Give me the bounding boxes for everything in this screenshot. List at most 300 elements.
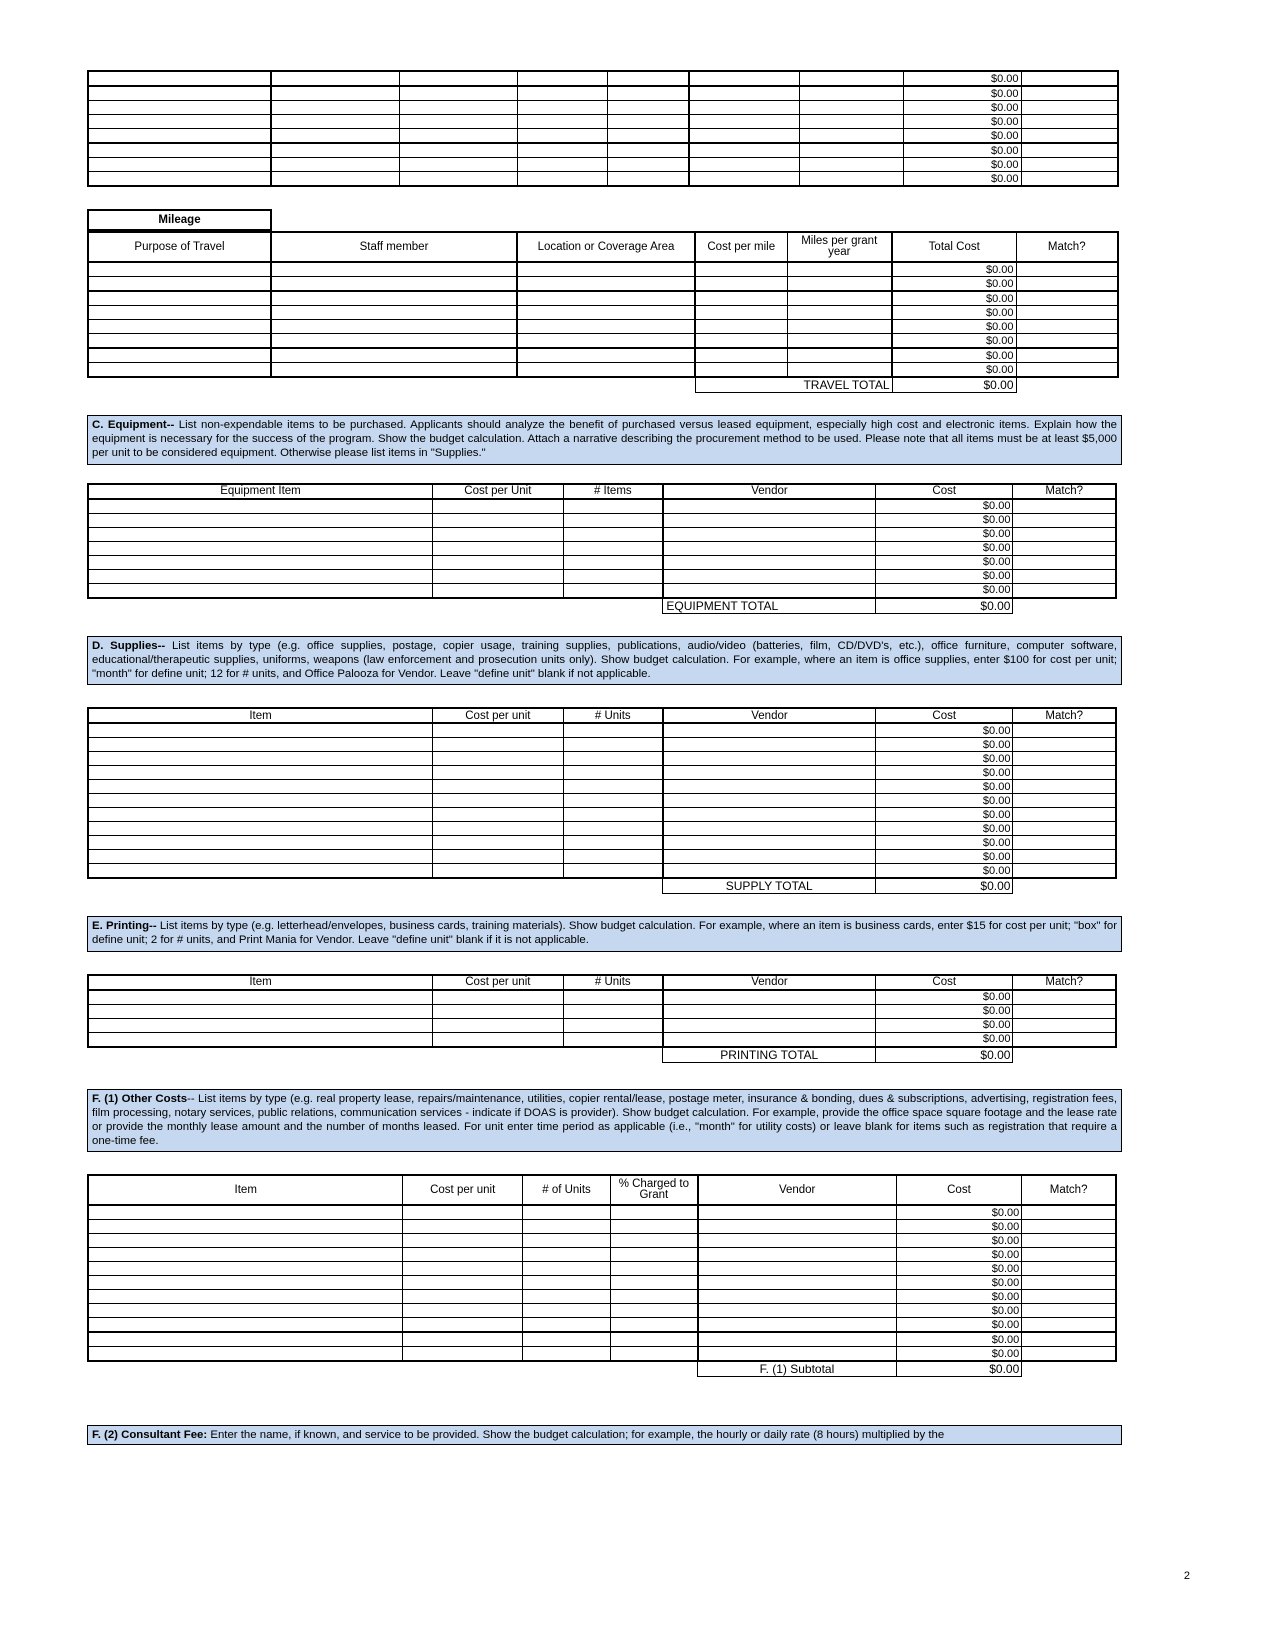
cell-purpose[interactable] [88, 172, 271, 187]
cell-num-units[interactable] [563, 1018, 663, 1032]
cell-cost-per-unit[interactable] [403, 1318, 523, 1333]
cell-purpose[interactable] [88, 291, 271, 306]
cell-units[interactable] [607, 101, 689, 115]
cell-match[interactable] [1013, 752, 1116, 766]
cell-item[interactable] [88, 850, 433, 864]
cell-location[interactable] [399, 71, 517, 86]
cell-match[interactable] [1013, 864, 1116, 879]
cell-location[interactable] [517, 334, 695, 349]
table-row[interactable] [88, 808, 1116, 822]
cell-purpose[interactable] [88, 101, 271, 115]
cell-purpose[interactable] [88, 363, 271, 378]
cell-match[interactable] [1021, 172, 1118, 187]
cell-match[interactable] [1013, 836, 1116, 850]
cell-cost-per-unit[interactable] [403, 1304, 523, 1318]
cell-percent-charged[interactable] [611, 1332, 698, 1347]
cell-extra[interactable] [799, 101, 903, 115]
cell-cost-per-mile[interactable] [695, 348, 787, 363]
cell-cost-per-unit[interactable] [433, 541, 564, 555]
cell-vendor[interactable] [663, 850, 876, 864]
cell-item[interactable] [88, 990, 433, 1005]
cell-match[interactable] [1016, 291, 1118, 306]
cell-extra[interactable] [799, 71, 903, 86]
cell-num-units[interactable] [563, 766, 663, 780]
cell-item[interactable] [88, 864, 433, 879]
cell-item[interactable] [88, 723, 433, 738]
cell-percent-charged[interactable] [611, 1290, 698, 1304]
cell-cost-per-unit[interactable] [433, 990, 564, 1005]
cell-miles[interactable] [787, 262, 892, 277]
cell-item[interactable] [88, 1262, 403, 1276]
cell-purpose[interactable] [88, 115, 271, 129]
cell-equipment-item[interactable] [88, 583, 433, 598]
cell-cost-per-unit[interactable] [403, 1332, 523, 1347]
cell-num-units[interactable] [563, 780, 663, 794]
cell-equipment-item[interactable] [88, 569, 433, 583]
table-row[interactable] [88, 129, 1118, 144]
cell-purpose[interactable] [88, 86, 271, 101]
cell-cost-per-unit[interactable] [433, 738, 564, 752]
cell-vendor[interactable] [663, 1032, 876, 1047]
table-row[interactable] [88, 723, 1116, 738]
cell-match[interactable] [1016, 348, 1118, 363]
cell-purpose[interactable] [88, 277, 271, 292]
table-row[interactable] [88, 277, 1118, 292]
cell-staff[interactable] [271, 277, 517, 292]
cell-vendor[interactable] [663, 738, 876, 752]
cell-num-of-units[interactable] [522, 1220, 610, 1234]
cell-cost-per-unit[interactable] [433, 527, 564, 541]
cell-item[interactable] [88, 1234, 403, 1248]
cell-vendor[interactable] [663, 527, 876, 541]
cell-staff[interactable] [271, 334, 517, 349]
cell-match[interactable] [1021, 129, 1118, 144]
table-row[interactable] [88, 306, 1118, 320]
cell-num-of-units[interactable] [522, 1347, 610, 1362]
cell-vendor[interactable] [698, 1290, 897, 1304]
cell-location[interactable] [517, 348, 695, 363]
cell-cost-per-mile[interactable] [695, 291, 787, 306]
table-row[interactable] [88, 1332, 1116, 1347]
cell-cost-per-unit[interactable] [517, 101, 607, 115]
cell-cost-per-unit[interactable] [433, 808, 564, 822]
cell-match[interactable] [1016, 262, 1118, 277]
cell-staff[interactable] [271, 115, 399, 129]
cell-match[interactable] [1013, 555, 1116, 569]
cell-vendor[interactable] [663, 541, 876, 555]
cell-num-of-units[interactable] [522, 1290, 610, 1304]
cell-match[interactable] [1022, 1205, 1116, 1220]
cell-location[interactable] [399, 158, 517, 172]
cell-cost-per-unit[interactable] [433, 780, 564, 794]
cell-vendor[interactable] [663, 990, 876, 1005]
cell-match[interactable] [1013, 1032, 1116, 1047]
cell-purpose[interactable] [88, 71, 271, 86]
cell-match[interactable] [1022, 1304, 1116, 1318]
cell-match[interactable] [1013, 499, 1116, 514]
cell-purpose[interactable] [88, 129, 271, 144]
cell-purpose[interactable] [88, 320, 271, 334]
cell-staff[interactable] [271, 101, 399, 115]
cell-vendor[interactable] [689, 143, 799, 158]
cell-location[interactable] [517, 277, 695, 292]
cell-cost-per-unit[interactable] [517, 115, 607, 129]
cell-staff[interactable] [271, 143, 399, 158]
cell-cost-per-unit[interactable] [403, 1290, 523, 1304]
cell-cost-per-unit[interactable] [517, 158, 607, 172]
cell-match[interactable] [1013, 850, 1116, 864]
cell-match[interactable] [1022, 1248, 1116, 1262]
table-row[interactable] [88, 1290, 1116, 1304]
cell-equipment-item[interactable] [88, 541, 433, 555]
cell-cost-per-unit[interactable] [433, 864, 564, 879]
cell-units[interactable] [607, 158, 689, 172]
cell-extra[interactable] [799, 115, 903, 129]
cell-location[interactable] [399, 86, 517, 101]
table-row[interactable] [88, 1347, 1116, 1362]
cell-match[interactable] [1016, 306, 1118, 320]
cell-num-items[interactable] [563, 513, 663, 527]
cell-item[interactable] [88, 1032, 433, 1047]
table-row[interactable] [88, 1262, 1116, 1276]
cell-match[interactable] [1013, 513, 1116, 527]
cell-match[interactable] [1013, 569, 1116, 583]
cell-item[interactable] [88, 836, 433, 850]
cell-miles[interactable] [787, 320, 892, 334]
table-row[interactable] [88, 1205, 1116, 1220]
cell-item[interactable] [88, 1276, 403, 1290]
table-row[interactable] [88, 1234, 1116, 1248]
cell-cost-per-unit[interactable] [403, 1220, 523, 1234]
cell-cost-per-mile[interactable] [695, 306, 787, 320]
cell-cost-per-unit[interactable] [517, 71, 607, 86]
cell-cost-per-unit[interactable] [433, 1018, 564, 1032]
cell-vendor[interactable] [663, 583, 876, 598]
cell-match[interactable] [1013, 822, 1116, 836]
cell-num-units[interactable] [563, 723, 663, 738]
cell-vendor[interactable] [663, 822, 876, 836]
cell-location[interactable] [517, 291, 695, 306]
cell-match[interactable] [1013, 738, 1116, 752]
cell-cost-per-unit[interactable] [403, 1276, 523, 1290]
cell-cost-per-mile[interactable] [695, 363, 787, 378]
table-row[interactable] [88, 836, 1116, 850]
cell-num-items[interactable] [563, 541, 663, 555]
cell-cost-per-unit[interactable] [433, 836, 564, 850]
cell-vendor[interactable] [663, 723, 876, 738]
table-row[interactable] [88, 320, 1118, 334]
cell-match[interactable] [1022, 1262, 1116, 1276]
cell-units[interactable] [607, 172, 689, 187]
cell-match[interactable] [1021, 71, 1118, 86]
cell-extra[interactable] [799, 158, 903, 172]
cell-match[interactable] [1016, 320, 1118, 334]
cell-match[interactable] [1022, 1276, 1116, 1290]
cell-location[interactable] [517, 320, 695, 334]
table-row[interactable] [88, 1304, 1116, 1318]
cell-vendor[interactable] [663, 1018, 876, 1032]
cell-equipment-item[interactable] [88, 555, 433, 569]
cell-num-of-units[interactable] [522, 1318, 610, 1333]
cell-location[interactable] [517, 363, 695, 378]
cell-purpose[interactable] [88, 143, 271, 158]
table-row[interactable] [88, 1018, 1116, 1032]
cell-item[interactable] [88, 1318, 403, 1333]
cell-num-of-units[interactable] [522, 1262, 610, 1276]
cell-extra[interactable] [799, 172, 903, 187]
table-row[interactable] [88, 822, 1116, 836]
table-row[interactable] [88, 513, 1116, 527]
cell-match[interactable] [1013, 794, 1116, 808]
cell-cost-per-unit[interactable] [517, 129, 607, 144]
cell-cost-per-unit[interactable] [403, 1248, 523, 1262]
cell-item[interactable] [88, 1205, 403, 1220]
table-row[interactable] [88, 1276, 1116, 1290]
cell-purpose[interactable] [88, 158, 271, 172]
cell-vendor[interactable] [698, 1262, 897, 1276]
cell-units[interactable] [607, 71, 689, 86]
table-row[interactable] [88, 262, 1118, 277]
cell-match[interactable] [1022, 1290, 1116, 1304]
cell-units[interactable] [607, 86, 689, 101]
table-row[interactable] [88, 794, 1116, 808]
cell-num-units[interactable] [563, 822, 663, 836]
cell-match[interactable] [1013, 1004, 1116, 1018]
cell-vendor[interactable] [698, 1347, 897, 1362]
cell-match[interactable] [1013, 990, 1116, 1005]
cell-cost-per-unit[interactable] [433, 794, 564, 808]
cell-match[interactable] [1022, 1220, 1116, 1234]
cell-cost-per-unit[interactable] [433, 583, 564, 598]
cell-cost-per-unit[interactable] [403, 1205, 523, 1220]
cell-percent-charged[interactable] [611, 1205, 698, 1220]
cell-extra[interactable] [799, 86, 903, 101]
cell-percent-charged[interactable] [611, 1347, 698, 1362]
cell-item[interactable] [88, 822, 433, 836]
cell-num-items[interactable] [563, 555, 663, 569]
table-row[interactable] [88, 541, 1116, 555]
cell-staff[interactable] [271, 172, 399, 187]
cell-cost-per-unit[interactable] [433, 1032, 564, 1047]
cell-match[interactable] [1013, 723, 1116, 738]
cell-staff[interactable] [271, 363, 517, 378]
cell-item[interactable] [88, 794, 433, 808]
cell-num-items[interactable] [563, 583, 663, 598]
cell-vendor[interactable] [698, 1234, 897, 1248]
cell-vendor[interactable] [663, 864, 876, 879]
cell-match[interactable] [1013, 527, 1116, 541]
cell-item[interactable] [88, 1004, 433, 1018]
cell-vendor[interactable] [698, 1276, 897, 1290]
cell-purpose[interactable] [88, 306, 271, 320]
table-row[interactable] [88, 850, 1116, 864]
cell-num-units[interactable] [563, 990, 663, 1005]
cell-units[interactable] [607, 129, 689, 144]
table-row[interactable] [88, 569, 1116, 583]
table-row[interactable] [88, 291, 1118, 306]
table-row[interactable] [88, 583, 1116, 598]
cell-cost-per-unit[interactable] [403, 1262, 523, 1276]
cell-miles[interactable] [787, 348, 892, 363]
cell-units[interactable] [607, 115, 689, 129]
table-row[interactable] [88, 363, 1118, 378]
table-row[interactable] [88, 158, 1118, 172]
cell-num-of-units[interactable] [522, 1234, 610, 1248]
cell-num-units[interactable] [563, 738, 663, 752]
cell-match[interactable] [1022, 1347, 1116, 1362]
cell-staff[interactable] [271, 291, 517, 306]
cell-item[interactable] [88, 780, 433, 794]
cell-num-units[interactable] [563, 836, 663, 850]
cell-num-units[interactable] [563, 1004, 663, 1018]
cell-extra[interactable] [799, 129, 903, 144]
table-row[interactable] [88, 334, 1118, 349]
cell-staff[interactable] [271, 306, 517, 320]
table-row[interactable] [88, 766, 1116, 780]
cell-item[interactable] [88, 1018, 433, 1032]
cell-cost-per-unit[interactable] [433, 752, 564, 766]
cell-percent-charged[interactable] [611, 1304, 698, 1318]
table-row[interactable] [88, 71, 1118, 86]
cell-percent-charged[interactable] [611, 1262, 698, 1276]
table-row[interactable] [88, 115, 1118, 129]
cell-staff[interactable] [271, 71, 399, 86]
cell-vendor[interactable] [698, 1248, 897, 1262]
cell-vendor[interactable] [689, 172, 799, 187]
table-row[interactable] [88, 1318, 1116, 1333]
cell-num-units[interactable] [563, 752, 663, 766]
table-row[interactable] [88, 86, 1118, 101]
cell-cost-per-unit[interactable] [433, 499, 564, 514]
cell-miles[interactable] [787, 334, 892, 349]
cell-location[interactable] [517, 306, 695, 320]
table-row[interactable] [88, 101, 1118, 115]
cell-match[interactable] [1013, 541, 1116, 555]
cell-vendor[interactable] [689, 158, 799, 172]
cell-num-items[interactable] [563, 499, 663, 514]
cell-item[interactable] [88, 1220, 403, 1234]
cell-num-units[interactable] [563, 850, 663, 864]
table-row[interactable] [88, 499, 1116, 514]
cell-staff[interactable] [271, 129, 399, 144]
cell-cost-per-mile[interactable] [695, 334, 787, 349]
cell-num-of-units[interactable] [522, 1304, 610, 1318]
cell-num-units[interactable] [563, 794, 663, 808]
cell-cost-per-unit[interactable] [433, 850, 564, 864]
cell-location[interactable] [517, 262, 695, 277]
cell-cost-per-unit[interactable] [403, 1347, 523, 1362]
cell-percent-charged[interactable] [611, 1248, 698, 1262]
table-row[interactable] [88, 172, 1118, 187]
cell-extra[interactable] [799, 143, 903, 158]
cell-item[interactable] [88, 752, 433, 766]
cell-match[interactable] [1013, 766, 1116, 780]
cell-item[interactable] [88, 1347, 403, 1362]
cell-vendor[interactable] [698, 1220, 897, 1234]
cell-cost-per-mile[interactable] [695, 277, 787, 292]
table-row[interactable] [88, 1220, 1116, 1234]
cell-vendor[interactable] [698, 1304, 897, 1318]
cell-cost-per-unit[interactable] [433, 766, 564, 780]
cell-item[interactable] [88, 1332, 403, 1347]
cell-cost-per-unit[interactable] [433, 513, 564, 527]
cell-cost-per-unit[interactable] [433, 555, 564, 569]
cell-location[interactable] [399, 172, 517, 187]
cell-purpose[interactable] [88, 348, 271, 363]
table-row[interactable] [88, 1032, 1116, 1047]
cell-staff[interactable] [271, 86, 399, 101]
cell-location[interactable] [399, 129, 517, 144]
cell-match[interactable] [1013, 583, 1116, 598]
cell-match[interactable] [1021, 101, 1118, 115]
cell-match[interactable] [1016, 277, 1118, 292]
cell-item[interactable] [88, 766, 433, 780]
cell-cost-per-mile[interactable] [695, 320, 787, 334]
cell-item[interactable] [88, 1290, 403, 1304]
table-row[interactable] [88, 555, 1116, 569]
cell-vendor[interactable] [663, 1004, 876, 1018]
cell-vendor[interactable] [689, 129, 799, 144]
cell-vendor[interactable] [689, 115, 799, 129]
cell-vendor[interactable] [663, 780, 876, 794]
cell-equipment-item[interactable] [88, 527, 433, 541]
cell-cost-per-unit[interactable] [517, 172, 607, 187]
table-row[interactable] [88, 1004, 1116, 1018]
cell-cost-per-unit[interactable] [403, 1234, 523, 1248]
cell-match[interactable] [1021, 158, 1118, 172]
cell-miles[interactable] [787, 277, 892, 292]
table-row[interactable] [88, 780, 1116, 794]
table-row[interactable] [88, 527, 1116, 541]
table-row[interactable] [88, 1248, 1116, 1262]
cell-vendor[interactable] [698, 1332, 897, 1347]
cell-item[interactable] [88, 808, 433, 822]
cell-vendor[interactable] [663, 555, 876, 569]
cell-item[interactable] [88, 1304, 403, 1318]
cell-staff[interactable] [271, 262, 517, 277]
cell-staff[interactable] [271, 158, 399, 172]
cell-match[interactable] [1013, 780, 1116, 794]
cell-vendor[interactable] [663, 752, 876, 766]
cell-staff[interactable] [271, 348, 517, 363]
cell-item[interactable] [88, 738, 433, 752]
cell-match[interactable] [1013, 808, 1116, 822]
cell-vendor[interactable] [689, 101, 799, 115]
cell-match[interactable] [1021, 86, 1118, 101]
cell-match[interactable] [1022, 1332, 1116, 1347]
cell-match[interactable] [1022, 1234, 1116, 1248]
cell-percent-charged[interactable] [611, 1234, 698, 1248]
cell-vendor[interactable] [663, 513, 876, 527]
cell-match[interactable] [1021, 115, 1118, 129]
cell-vendor[interactable] [663, 794, 876, 808]
cell-location[interactable] [399, 143, 517, 158]
table-row[interactable] [88, 752, 1116, 766]
cell-cost-per-mile[interactable] [695, 262, 787, 277]
cell-vendor[interactable] [689, 86, 799, 101]
table-row[interactable] [88, 348, 1118, 363]
cell-purpose[interactable] [88, 334, 271, 349]
cell-cost-per-unit[interactable] [433, 723, 564, 738]
cell-num-units[interactable] [563, 808, 663, 822]
cell-miles[interactable] [787, 363, 892, 378]
cell-vendor[interactable] [663, 766, 876, 780]
cell-vendor[interactable] [663, 569, 876, 583]
cell-percent-charged[interactable] [611, 1318, 698, 1333]
table-row[interactable] [88, 864, 1116, 879]
cell-miles[interactable] [787, 306, 892, 320]
cell-vendor[interactable] [663, 836, 876, 850]
